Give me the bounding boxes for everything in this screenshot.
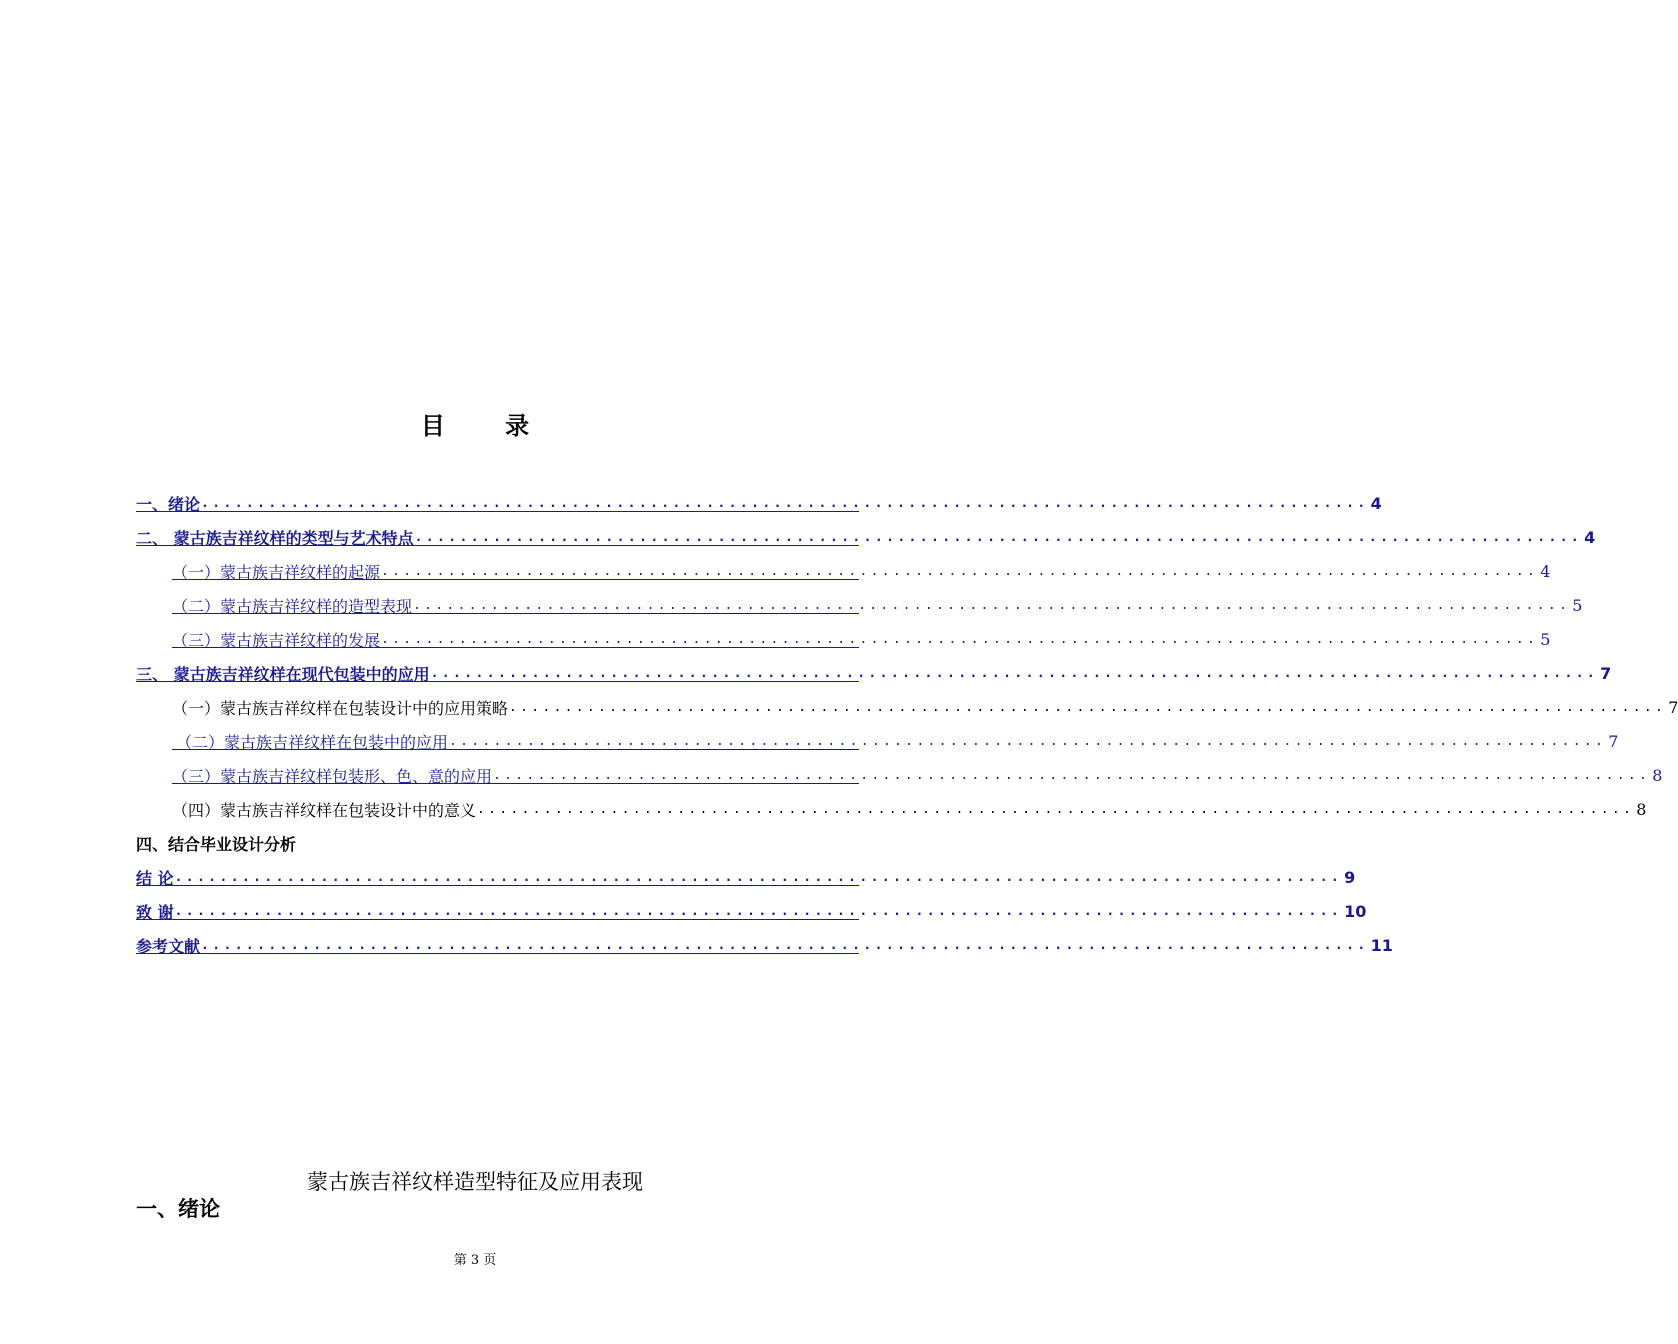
toc-entry-graduation-design <box>136 826 859 860</box>
toc-entry-label: （一）蒙古族吉祥纹样在包装设计中的应用策略 <box>172 698 509 718</box>
toc-entry-modern-packaging[interactable] <box>136 656 1612 690</box>
toc-entry-references[interactable] <box>136 928 1393 962</box>
toc-entry-development[interactable] <box>136 622 1551 656</box>
toc-leader-dots: ........................................................................................................ <box>413 597 1571 613</box>
toc-entry-acknowledgements[interactable] <box>136 894 1367 928</box>
toc-leader-dots: ........................................................................................................ <box>493 767 1651 783</box>
toc-entry-label: 致 谢 <box>136 902 174 922</box>
toc-entry-page: 7 <box>1600 663 1612 683</box>
document-title: 蒙古族吉祥纹样造型特征及应用表现 <box>307 1170 643 1194</box>
toc-leader-dots: ........................................................................................................ <box>430 665 1599 681</box>
toc-leader-dots: ........................................................................................................ <box>174 903 1343 919</box>
toc-entry-page: 4 <box>1370 493 1382 513</box>
toc-leader-dots: ........................................................................................................ <box>174 869 1343 885</box>
toc-entry-label: （三）蒙古族吉祥纹样的发展 <box>172 630 381 650</box>
toc-entry-types-and-features[interactable] <box>136 520 1596 554</box>
toc-title: 目 录 <box>420 412 556 440</box>
toc-leader-dots: ........................................................................................................ <box>381 563 1539 579</box>
toc-entry-form-expression[interactable] <box>136 588 1583 622</box>
toc-entry-page: 5 <box>1540 629 1551 649</box>
toc-entry-label: （二）蒙古族吉祥纹样的造型表现 <box>172 596 413 616</box>
toc-entry-page: 5 <box>1572 595 1583 615</box>
toc-entry-label: 二、 蒙古族吉祥纹样的类型与艺术特点 <box>136 528 414 548</box>
toc-entry-page: 7 <box>1608 731 1619 751</box>
toc-entry-label: 参考文献 <box>136 936 201 956</box>
toc-entry-label: （三）蒙古族吉祥纹样包装形、色、意的应用 <box>172 766 493 786</box>
section-heading: 一、绪论 <box>136 1197 220 1221</box>
toc-leader-dots: ........................................................................................................ <box>201 495 1369 511</box>
toc-entry-introduction[interactable] <box>136 486 1382 520</box>
toc-entry-application-strategy <box>136 690 1678 724</box>
toc-entry-page: 7 <box>1668 697 1678 717</box>
toc-entry-label: （一）蒙古族吉祥纹样的起源 <box>172 562 381 582</box>
toc-entry-page: 4 <box>1584 527 1596 547</box>
toc-entry-page: 4 <box>1540 561 1551 581</box>
toc-entry-label: （四）蒙古族吉祥纹样在包装设计中的意义 <box>172 800 477 820</box>
toc-entry-origin[interactable] <box>136 554 1551 588</box>
page-number-footer: 第 3 页 <box>453 1253 497 1268</box>
toc-entry-label: （二）蒙古族吉祥纹样在包装中的应用 <box>176 732 449 752</box>
toc-entry-page: 8 <box>1636 799 1647 819</box>
toc-entry-page: 9 <box>1344 867 1356 887</box>
toc-leader-dots: ........................................................................................................ <box>381 631 1539 647</box>
toc-entry-label: 结 论 <box>136 868 174 888</box>
toc-entry-page: 8 <box>1652 765 1663 785</box>
toc-leader-dots: ........................................................................................................ <box>509 699 1667 715</box>
toc-entry-application-in-packaging[interactable] <box>136 724 1619 758</box>
toc-entry-conclusion[interactable] <box>136 860 1356 894</box>
toc-entry-significance <box>136 792 1647 826</box>
table-of-contents <box>136 486 1678 962</box>
toc-leader-dots: ........................................................................................................ <box>201 937 1369 953</box>
toc-entry-label: 三、 蒙古族吉祥纹样在现代包装中的应用 <box>136 664 430 684</box>
toc-entry-page: 11 <box>1370 935 1393 955</box>
toc-leader-dots: ........................................................................................................ <box>449 733 1607 749</box>
toc-entry-page: 10 <box>1344 901 1367 921</box>
toc-leader-dots: ........................................................................................................ <box>414 529 1583 545</box>
toc-entry-label: 四、结合毕业设计分析 <box>136 834 297 854</box>
toc-entry-shape-color-meaning[interactable] <box>136 758 1663 792</box>
toc-leader-dots: ........................................................................................................ <box>477 801 1635 817</box>
toc-entry-label: 一、绪论 <box>136 494 201 514</box>
